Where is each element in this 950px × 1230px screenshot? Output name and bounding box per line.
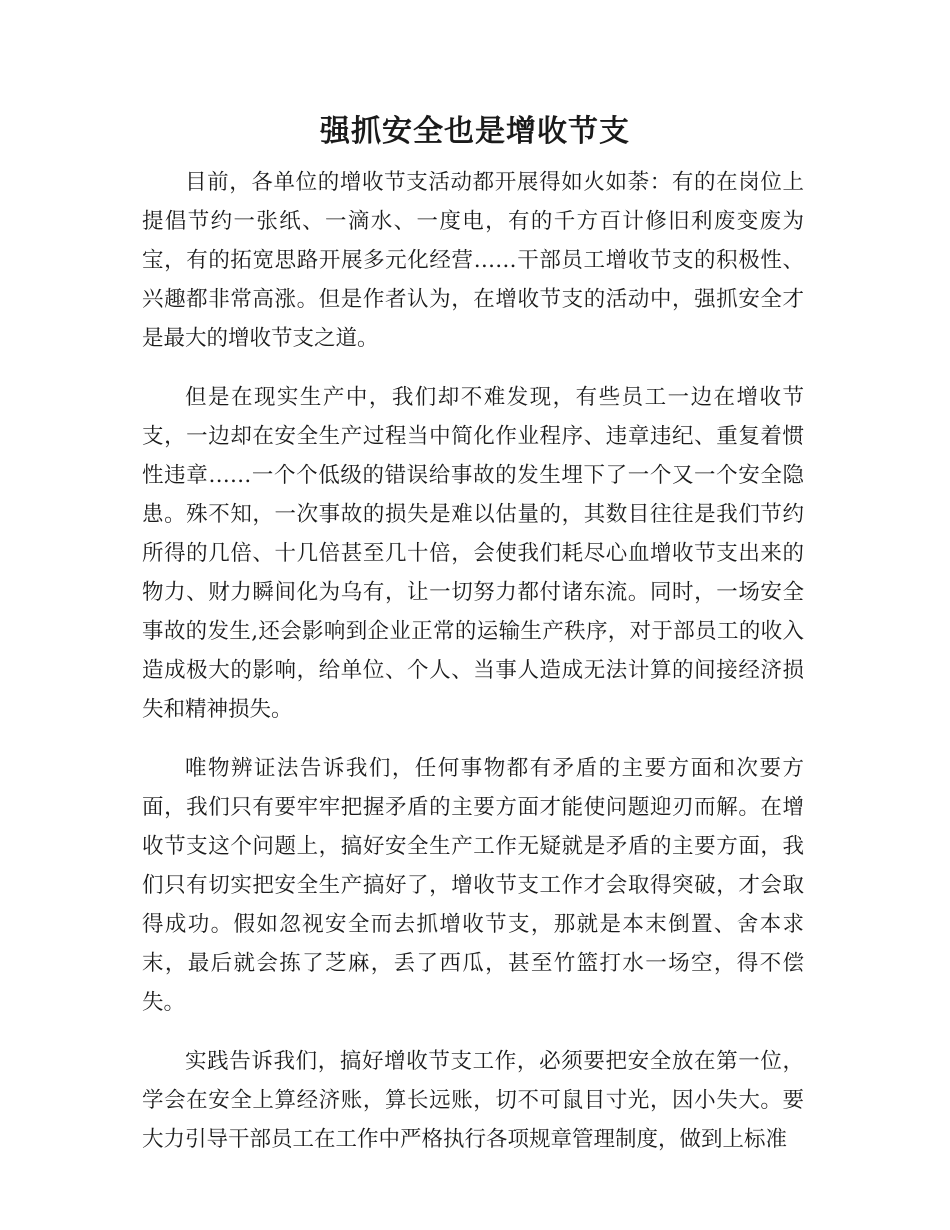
paragraph-3: 唯物辨证法告诉我们，任何事物都有矛盾的主要方面和次要方面，我们只有要牢牢把握矛盾的主要方面才能使问题迎刃而解。在增收节支这个问题上，搞好安全生产工作无疑就是矛盾的主要方面，我们只有切实把安全生产搞好了，增收节支工作才会取得突破，才会取得成功。假如忽视安全而去抓增收节支，那就是本末倒置、舍本求末，最后就会拣了芝麻，丢了西瓜，甚至竹篮打水一场空，得不偿失。	[142, 756, 804, 1015]
document-title: 强抓安全也是增收节支	[320, 114, 630, 149]
document-body	[142, 163, 804, 1179]
paragraph-2: 但是在现实生产中，我们却不难发现，有些员工一边在增收节支，一边却在安全生产过程当中简化作业程序、违章违纪、重复着惯性违章……一个个低级的错误给事故的发生埋下了一个又一个安全隐患。殊不知，一次事故的损失是难以估量的，其数目往往是我们节约所得的几倍、十几倍甚至几十倍，会使我们耗尽心血增收节支出来的物力、财力瞬间化为乌有，让一切努力都付诸东流。同时，一场安全事故的发生,还会影响到企业正常的运输生产秩序，对于部员工的收入造成极大的影响，给单位、个人、当事人造成无法计算的间接经济损失和精神损失。	[142, 385, 804, 722]
paragraph-4: 实践告诉我们，搞好增收节支工作，必须要把安全放在第一位，学会在安全上算经济账，算长远账，切不可鼠目寸光，因小失大。要大力引导干部员工在工作中严格执行各项规章管理制度，做到上标准	[142, 1049, 804, 1152]
paragraph-1: 目前，各单位的增收节支活动都开展得如火如荼：有的在岗位上提倡节约一张纸、一滴水、一度电，有的千方百计修旧利废变废为宝，有的拓宽思路开展多元化经营……干部员工增收节支的积极性、兴趣都非常高涨。但是作者认为，在增收节支的活动中，强抓安全才是最大的增收节支之道。	[142, 170, 804, 351]
